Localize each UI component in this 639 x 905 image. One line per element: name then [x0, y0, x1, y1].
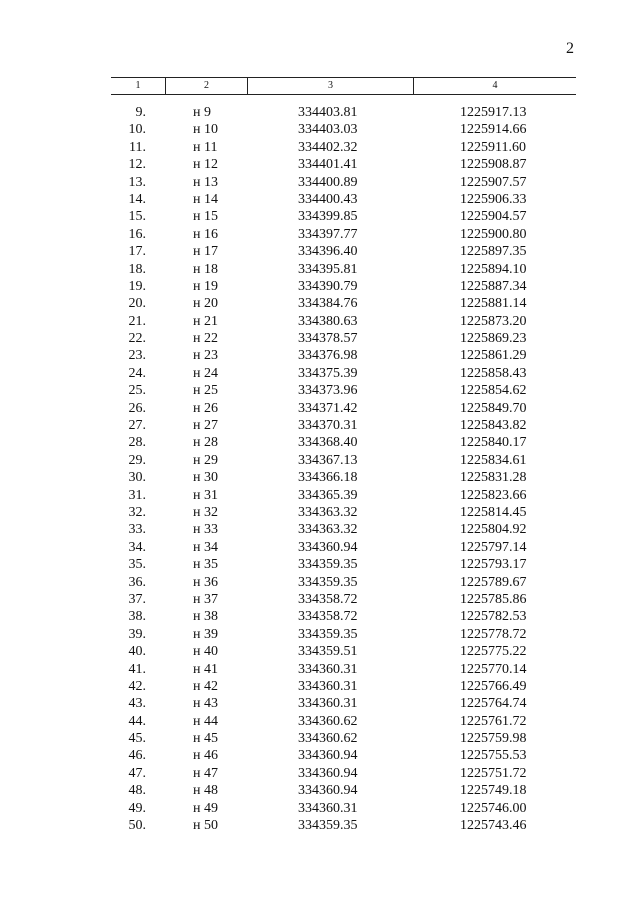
point-id: н 31 — [193, 487, 218, 503]
table-row — [0, 104, 639, 121]
row-number: 49. — [128, 800, 146, 816]
coordinate-y: 1225766.49 — [460, 678, 527, 694]
coordinate-x: 334402.32 — [298, 139, 358, 155]
coordinate-y: 1225793.17 — [460, 557, 527, 573]
row-number: 18. — [128, 261, 146, 277]
table-row — [0, 695, 639, 712]
point-id: н 30 — [193, 470, 218, 486]
coordinate-y: 1225887.34 — [460, 278, 527, 294]
coordinate-x: 334370.31 — [298, 418, 358, 434]
row-number: 42. — [128, 678, 146, 694]
row-number: 39. — [128, 626, 146, 642]
point-id: н 28 — [193, 435, 218, 451]
table-row — [0, 208, 639, 225]
coordinate-x: 334375.39 — [298, 365, 358, 381]
row-number: 44. — [128, 713, 146, 729]
coordinate-y: 1225840.17 — [460, 435, 527, 451]
coordinate-y: 1225804.92 — [460, 522, 527, 538]
row-number: 36. — [128, 574, 146, 590]
table-row — [0, 347, 639, 364]
row-number: 20. — [128, 296, 146, 312]
coordinate-x: 334358.72 — [298, 591, 358, 607]
coordinate-x: 334359.35 — [298, 574, 358, 590]
coordinate-x: 334378.57 — [298, 331, 358, 347]
table-row — [0, 626, 639, 643]
point-id: н 25 — [193, 383, 218, 399]
point-id: н 45 — [193, 731, 218, 747]
point-id: н 9 — [193, 105, 211, 120]
coordinate-y: 1225904.57 — [460, 209, 527, 225]
coordinate-y: 1225917.13 — [460, 105, 527, 120]
row-number: 32. — [128, 504, 146, 520]
coordinate-x: 334376.98 — [298, 348, 358, 364]
row-number: 10. — [128, 122, 146, 138]
coordinate-y: 1225861.29 — [460, 348, 527, 364]
row-number: 33. — [128, 522, 146, 538]
coordinate-y: 1225746.00 — [460, 800, 527, 816]
coordinate-y: 1225834.61 — [460, 452, 527, 468]
point-id: н 32 — [193, 504, 218, 520]
table-row — [0, 661, 639, 678]
table-row — [0, 226, 639, 243]
header-cell-1: 1 — [135, 80, 141, 91]
point-id: н 13 — [193, 174, 218, 190]
point-id: н 44 — [193, 713, 218, 729]
coordinate-y: 1225751.72 — [460, 765, 527, 781]
table-row — [0, 295, 639, 312]
table-row — [0, 313, 639, 330]
row-number: 43. — [128, 696, 146, 712]
coordinate-y: 1225843.82 — [460, 418, 527, 434]
coordinate-x: 334373.96 — [298, 383, 358, 399]
coordinate-y: 1225814.45 — [460, 504, 527, 520]
row-number: 21. — [128, 313, 146, 329]
point-id: н 22 — [193, 331, 218, 347]
coordinate-y: 1225749.18 — [460, 783, 527, 799]
table-row — [0, 817, 639, 834]
row-number: 28. — [128, 435, 146, 451]
row-number: 19. — [128, 278, 146, 294]
coordinate-y: 1225873.20 — [460, 313, 527, 329]
row-number: 16. — [128, 226, 146, 242]
coordinate-y: 1225869.23 — [460, 331, 527, 347]
row-number: 45. — [128, 731, 146, 747]
table-row — [0, 469, 639, 486]
coordinate-x: 334360.94 — [298, 539, 358, 555]
point-id: н 37 — [193, 591, 218, 607]
point-id: н 18 — [193, 261, 218, 277]
table-row — [0, 278, 639, 295]
point-id: н 40 — [193, 644, 218, 660]
coordinate-y: 1225908.87 — [460, 157, 527, 173]
point-id: н 43 — [193, 696, 218, 712]
coordinate-x: 334399.85 — [298, 209, 358, 225]
coordinate-x: 334360.62 — [298, 713, 358, 729]
point-id: н 41 — [193, 661, 218, 677]
point-id: н 35 — [193, 557, 218, 573]
row-number: 46. — [128, 748, 146, 764]
table-row — [0, 452, 639, 469]
row-number: 9. — [135, 105, 146, 120]
table-row — [0, 678, 639, 695]
point-id: н 21 — [193, 313, 218, 329]
coordinate-x: 334396.40 — [298, 244, 358, 260]
row-number: 47. — [128, 765, 146, 781]
coordinate-y: 1225770.14 — [460, 661, 527, 677]
point-id: н 42 — [193, 678, 218, 694]
row-number: 34. — [128, 539, 146, 555]
table-row — [0, 382, 639, 399]
row-number: 27. — [128, 418, 146, 434]
coordinate-x: 334366.18 — [298, 470, 358, 486]
header-cell-2: 2 — [165, 78, 247, 94]
table-row — [0, 800, 639, 817]
point-id: н 10 — [193, 122, 218, 138]
coordinate-y: 1225854.62 — [460, 383, 527, 399]
coordinate-y: 1225764.74 — [460, 696, 527, 712]
coordinate-x: 334360.31 — [298, 661, 358, 677]
header-cell-4: 4 — [413, 78, 576, 94]
row-number: 41. — [128, 661, 146, 677]
row-number: 29. — [128, 452, 146, 468]
coordinate-x: 334363.32 — [298, 504, 358, 520]
table-row — [0, 400, 639, 417]
row-number: 38. — [128, 609, 146, 625]
point-id: н 26 — [193, 400, 218, 416]
table-row — [0, 643, 639, 660]
table-header — [111, 77, 576, 95]
coordinate-y: 1225911.60 — [460, 139, 526, 155]
header-cell-3: 3 — [247, 78, 413, 94]
table-row — [0, 487, 639, 504]
coordinate-x: 334403.81 — [298, 105, 358, 120]
coordinate-y: 1225906.33 — [460, 191, 527, 207]
coordinate-x: 334360.94 — [298, 765, 358, 781]
coordinate-y: 1225782.53 — [460, 609, 527, 625]
coordinate-x: 334397.77 — [298, 226, 358, 242]
coordinate-x: 334400.89 — [298, 174, 358, 190]
point-id: н 36 — [193, 574, 218, 590]
coordinate-y: 1225849.70 — [460, 400, 527, 416]
point-id: н 11 — [193, 139, 218, 155]
coordinate-y: 1225775.22 — [460, 644, 527, 660]
point-id: н 12 — [193, 157, 218, 173]
coordinate-x: 334360.94 — [298, 783, 358, 799]
page-number: 2 — [566, 40, 574, 57]
table-row — [0, 591, 639, 608]
row-number: 31. — [128, 487, 146, 503]
table-row — [0, 747, 639, 764]
coordinate-x: 334360.94 — [298, 748, 358, 764]
table-row — [0, 539, 639, 556]
coordinate-y: 1225743.46 — [460, 818, 527, 834]
table-row — [0, 574, 639, 591]
table-row — [0, 243, 639, 260]
coordinate-x: 334360.62 — [298, 731, 358, 747]
row-number: 14. — [128, 191, 146, 207]
coordinate-x: 334395.81 — [298, 261, 358, 277]
point-id: н 34 — [193, 539, 218, 555]
coordinate-x: 334363.32 — [298, 522, 358, 538]
table-row — [0, 121, 639, 138]
coordinate-x: 334360.31 — [298, 800, 358, 816]
table-row — [0, 174, 639, 191]
table-row — [0, 365, 639, 382]
coordinate-y: 1225761.72 — [460, 713, 527, 729]
row-number: 26. — [128, 400, 146, 416]
point-id: н 46 — [193, 748, 218, 764]
point-id: н 47 — [193, 765, 218, 781]
table-row — [0, 556, 639, 573]
point-id: н 20 — [193, 296, 218, 312]
table-row — [0, 765, 639, 782]
coordinate-y: 1225831.28 — [460, 470, 527, 486]
table-row — [0, 191, 639, 208]
row-number: 24. — [128, 365, 146, 381]
point-id: н 19 — [193, 278, 218, 294]
row-number: 30. — [128, 470, 146, 486]
coordinate-table-body — [0, 104, 639, 834]
coordinate-x: 334360.31 — [298, 696, 358, 712]
table-row — [0, 521, 639, 538]
coordinate-y: 1225897.35 — [460, 244, 527, 260]
coordinate-y: 1225755.53 — [460, 748, 527, 764]
coordinate-y: 1225778.72 — [460, 626, 527, 642]
row-number: 48. — [128, 783, 146, 799]
point-id: н 23 — [193, 348, 218, 364]
coordinate-x: 334371.42 — [298, 400, 358, 416]
coordinate-x: 334384.76 — [298, 296, 358, 312]
coordinate-x: 334359.35 — [298, 818, 358, 834]
table-row — [0, 504, 639, 521]
table-row — [0, 139, 639, 156]
table-row — [0, 156, 639, 173]
table-row — [0, 713, 639, 730]
coordinate-x: 334367.13 — [298, 452, 358, 468]
point-id: н 14 — [193, 191, 218, 207]
coordinate-x: 334365.39 — [298, 487, 358, 503]
coordinate-y: 1225907.57 — [460, 174, 527, 190]
row-number: 23. — [128, 348, 146, 364]
coordinate-x: 334390.79 — [298, 278, 358, 294]
table-row — [0, 782, 639, 799]
table-row — [0, 434, 639, 451]
row-number: 15. — [128, 209, 146, 225]
table-row — [0, 330, 639, 347]
row-number: 22. — [128, 331, 146, 347]
coordinate-y: 1225914.66 — [460, 122, 527, 138]
point-id: н 16 — [193, 226, 218, 242]
coordinate-y: 1225858.43 — [460, 365, 527, 381]
point-id: н 27 — [193, 418, 218, 434]
point-id: н 15 — [193, 209, 218, 225]
row-number: 40. — [128, 644, 146, 660]
point-id: н 38 — [193, 609, 218, 625]
coordinate-y: 1225785.86 — [460, 591, 527, 607]
coordinate-x: 334358.72 — [298, 609, 358, 625]
row-number: 11. — [129, 139, 146, 155]
coordinate-x: 334400.43 — [298, 191, 358, 207]
coordinate-x: 334401.41 — [298, 157, 358, 173]
coordinate-x: 334359.35 — [298, 557, 358, 573]
point-id: н 33 — [193, 522, 218, 538]
row-number: 50. — [128, 818, 146, 834]
coordinate-y: 1225894.10 — [460, 261, 527, 277]
coordinate-y: 1225797.14 — [460, 539, 527, 555]
coordinate-x: 334403.03 — [298, 122, 358, 138]
coordinate-y: 1225823.66 — [460, 487, 527, 503]
coordinate-x: 334360.31 — [298, 678, 358, 694]
coordinate-y: 1225881.14 — [460, 296, 527, 312]
coordinate-y: 1225900.80 — [460, 226, 527, 242]
table-row — [0, 261, 639, 278]
row-number: 35. — [128, 557, 146, 573]
table-row — [0, 730, 639, 747]
coordinate-x: 334368.40 — [298, 435, 358, 451]
coordinate-y: 1225759.98 — [460, 731, 527, 747]
coordinate-x: 334359.35 — [298, 626, 358, 642]
coordinate-x: 334380.63 — [298, 313, 358, 329]
row-number: 12. — [128, 157, 146, 173]
point-id: н 29 — [193, 452, 218, 468]
coordinate-x: 334359.51 — [298, 644, 358, 660]
point-id: н 49 — [193, 800, 218, 816]
point-id: н 17 — [193, 244, 218, 260]
table-row — [0, 417, 639, 434]
point-id: н 24 — [193, 365, 218, 381]
point-id: н 39 — [193, 626, 218, 642]
table-row — [0, 608, 639, 625]
row-number: 37. — [128, 591, 146, 607]
point-id: н 50 — [193, 818, 218, 834]
row-number: 17. — [128, 244, 146, 260]
row-number: 25. — [128, 383, 146, 399]
row-number: 13. — [128, 174, 146, 190]
coordinate-y: 1225789.67 — [460, 574, 527, 590]
point-id: н 48 — [193, 783, 218, 799]
